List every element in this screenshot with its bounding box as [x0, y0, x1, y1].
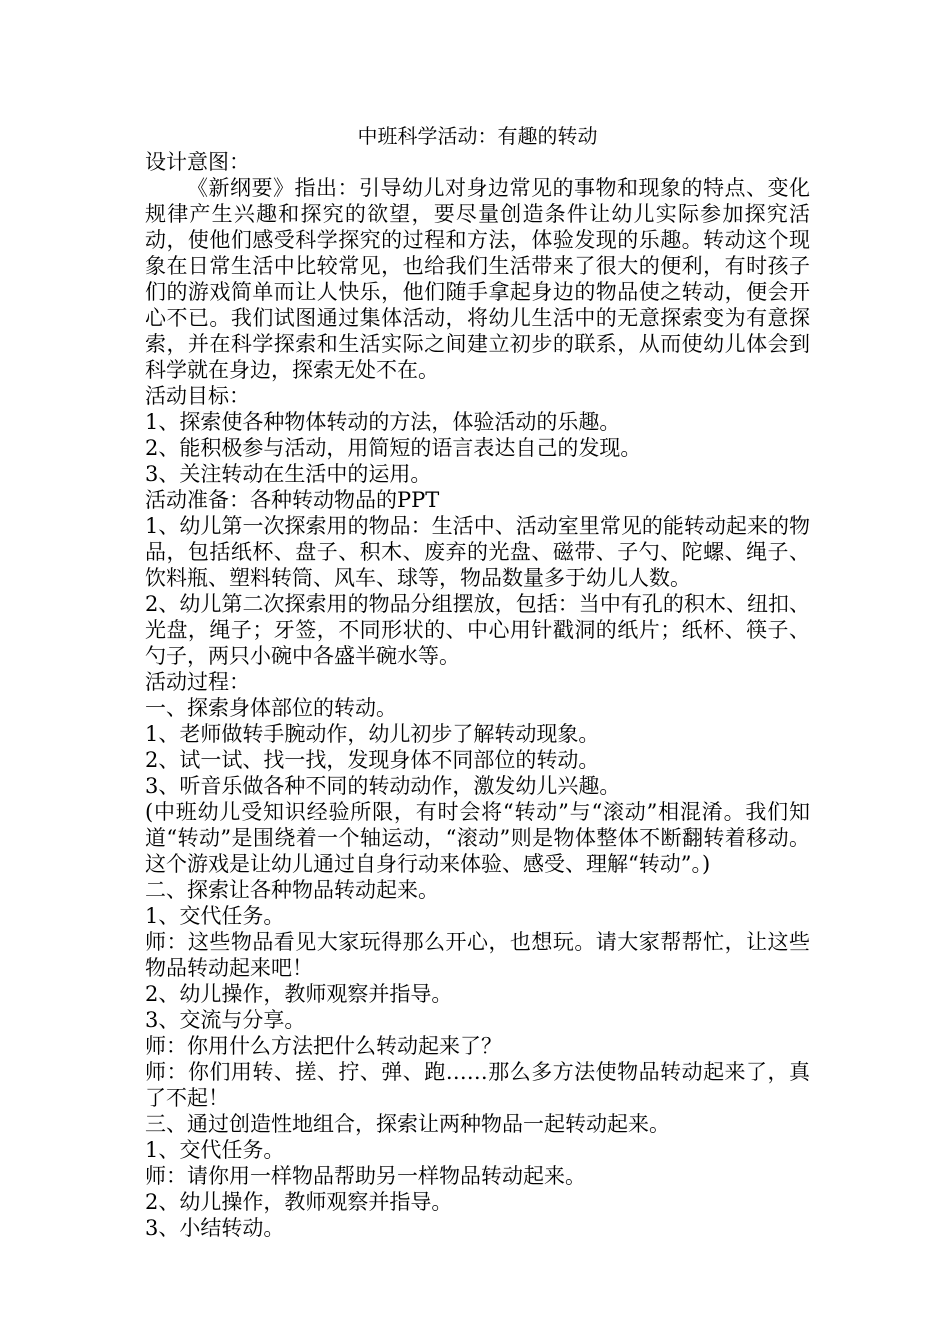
paragraph: 活动过程： [145, 670, 250, 694]
paragraph: 3、听音乐做各种不同的转动动作，激发幼儿兴趣。 [145, 774, 621, 798]
document-title: 中班科学活动：有趣的转动 [357, 124, 598, 148]
paragraph: 活动准备：各种转动物品的PPT [145, 488, 440, 512]
paragraph: 师：请你用一样物品帮助另一样物品转动起来。 [145, 1164, 586, 1188]
paragraph: 3、交流与分享。 [145, 1008, 306, 1032]
paragraph: 1、老师做转手腕动作，幼儿初步了解转动现象。 [145, 722, 600, 746]
paragraph: 2、幼儿操作，教师观察并指导。 [145, 982, 453, 1006]
paragraph: (中班幼儿受知识经验所限，有时会将“转动”与“滚动”相混淆。我们知道“转动”是围绕着一个轴运动，“滚动”则是物体整体不断翻转着移动。这个游戏是让幼儿通过自身行动来体验、感受、理解“转动”。) [145, 800, 810, 876]
paragraph: 3、关注转动在生活中的运用。 [145, 462, 432, 486]
paragraph: 1、探索使各种物体转动的方法，体验活动的乐趣。 [145, 410, 621, 434]
paragraph: 3、小结转动。 [145, 1216, 285, 1240]
paragraph: 1、交代任务。 [145, 1138, 285, 1162]
paragraph: 2、试一试、找一找，发现身体不同部位的转动。 [145, 748, 600, 772]
document-body [145, 149, 810, 1241]
document-page [145, 123, 810, 1241]
paragraph: 2、能积极参与活动，用简短的语言表达自己的发现。 [145, 436, 642, 460]
paragraph: 《新纲要》指出：引导幼儿对身边常见的事物和现象的特点、变化规律产生兴趣和探究的欲望，要尽量创造条件让幼儿实际参加探究活动，使他们感受科学探究的过程和方法，体验发现的乐趣。转动这个现象在日常生活中比较常见，也给我们生活带来了很大的便利，有时孩子们的游戏简单而让人快乐，他们随手拿起身边的物品使之转动，便会开心不已。我们试图通过集体活动，将幼儿生活中的无意探索变为有意探索，并在科学探索和生活实际之间建立初步的联系，从而使幼儿体会到科学就在身边，探索无处不在。 [145, 176, 810, 382]
paragraph: 一、探索身体部位的转动。 [145, 696, 397, 720]
paragraph: 师：这些物品看见大家玩得那么开心，也想玩。请大家帮帮忙，让这些物品转动起来吧！ [145, 930, 810, 980]
paragraph: 师：你用什么方法把什么转动起来了？ [145, 1034, 502, 1058]
paragraph: 二、探索让各种物品转动起来。 [145, 878, 439, 902]
paragraph: 2、幼儿操作，教师观察并指导。 [145, 1190, 453, 1214]
paragraph: 1、幼儿第一次探索用的物品：生活中、活动室里常见的能转动起来的物品，包括纸杯、盘子、积木、废弃的光盘、磁带、子勺、陀螺、绳子、饮料瓶、塑料转筒、风车、球等，物品数量多于幼儿人数。 [145, 514, 810, 590]
paragraph: 2、幼儿第二次探索用的物品分组摆放，包括：当中有孔的积木、纽扣、光盘，绳子；牙签，不同形状的、中心用针戳洞的纸片；纸杯、筷子、勺子，两只小碗中各盛半碗水等。 [145, 592, 810, 668]
paragraph: 三、通过创造性地组合，探索让两种物品一起转动起来。 [145, 1112, 670, 1136]
paragraph: 1、交代任务。 [145, 904, 285, 928]
paragraph: 设计意图： [145, 150, 250, 174]
paragraph: 师：你们用转、搓、拧、弹、跑……那么多方法使物品转动起来了，真了不起！ [145, 1060, 810, 1110]
paragraph: 活动目标： [145, 384, 250, 408]
